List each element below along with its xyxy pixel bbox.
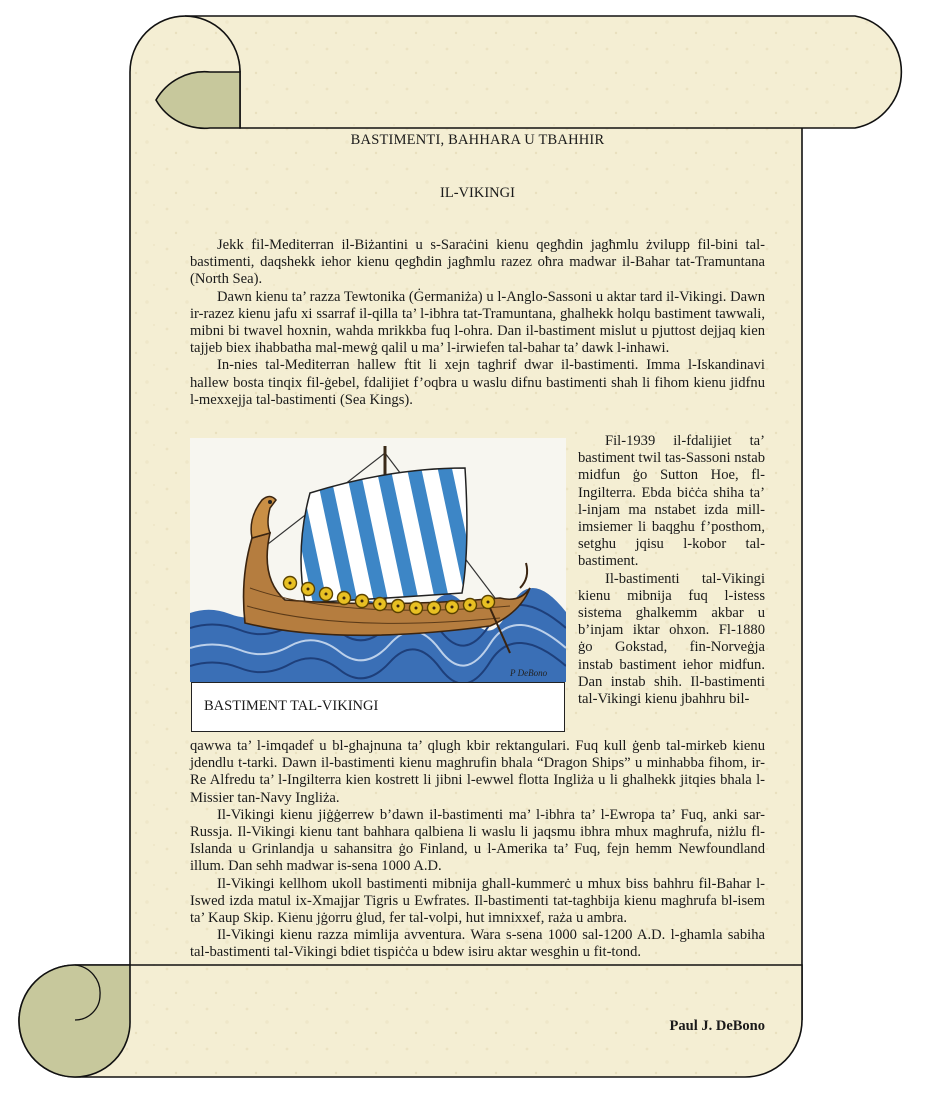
document-title: BASTIMENTI, BAHHARA U TBAHHIR <box>350 132 605 148</box>
paragraph-continued: qawwa ta’ l-imqadef u bl-ghajnuna ta’ qlugh kbir rektangulari. Fuq kull ġenb tal-mirkeb kienu jdendlu t-tarki. Dawn il-bastimenti kienu maghrufin bhala “Dragon Ships” u minhabba fihom, ir-Re Alfredu ta’ l-Ingilterra kien kostrett li jibni l-ewwel flotta Ingliża u li ghalhekk jitqies bhala l-Missier tan-Navy Ingliża. <box>190 738 765 806</box>
illustration-signature: P DeBono <box>510 668 548 678</box>
closing-text <box>190 738 765 962</box>
viking-ship-illustration <box>190 438 566 682</box>
paragraph: In-nies tal-Mediterran hallew ftit li xejn taghrif dwar il-bastimenti. Imma l-Iskandinavi hallew bosta tinqix fil-ġebel, fdalijiet f’oqbra u waslu difnu bastimenti shah li fihom kienu jidfnu l-mexxejja tal-bastimenti (Sea Kings). <box>190 357 765 408</box>
document-subtitle: IL-VIKINGI <box>440 185 515 201</box>
scroll-top-roll <box>185 16 901 128</box>
paragraph: Fil-1939 il-fdalijiet ta’ bastiment twil tas-Sassoni nstab midfun ġo Sutton Hoe, fl-Ingilterra. Ebda biċċa shiha ta’ l-injam ma nstabet izda mill-imsiemer li baqghu f’posthom, setghu jqisu l-kobor tal-bastiment. <box>578 433 765 570</box>
paragraph: Il-Vikingi kienu jiġġerrew b’dawn il-bastimenti ma’ l-ibhra ta’ l-Ewropa ta’ Fuq, anki sar-Russja. Il-Vikingi kienu tant bahhara qalbiena li waslu li jaqsmu ibhra mhux maghrufa, niżlu fl-Islanda u Grinlandja u sahansitra ġo Finland, u l-Amerika ta’ Fuq, fejn hemm Newfoundland illum. Dan sehh madwar is-sena 1000 A.D. <box>190 806 765 875</box>
figure-caption: BASTIMENT TAL-VIKINGI <box>204 698 379 714</box>
paragraph: Il-Vikingi kellhom ukoll bastimenti mibnija ghall-kummerċ u mhux biss bahhru fil-Bahar l-Iswed izda matul ix-Xmajjar Tigris u Ewfrates. Il-bastimenti tat-taghbija kienu maghrufa bl-isem ta’ Kaup Skip. Kienu jġorru ġlud, fer tal-volpi, hut imnixxef, raża u ambra. <box>190 875 765 927</box>
paragraph: Jekk fil-Mediterran il-Biżantini u s-Saraċini kienu qegħdin jagħmlu żvilupp fil-bini tal-bastimenti, daqshekk iehor kienu qegħdin jagħmlu razez oħra madwar il-Bahar tat-Tramuntana (North Sea). <box>190 237 765 288</box>
side-text <box>578 433 765 708</box>
paragraph: Il-bastimenti tal-Vikingi kienu mibnija fuq l-istess sistema ghalkemm akbar u b’injam iktar ohxon. Fl-1880 ġo Gokstad, fin-Norveġja instab bastiment iehor midfun. Dan instab shih. Il-bastimenti tal-Vikingi kienu jbahhru bil- <box>578 570 765 708</box>
paragraph: Dawn kienu ta’ razza Tewtonika (Ġermaniża) u l-Anglo-Sassoni u aktar tard il-Vikingi. Dawn ir-razez kienu jafu xi ssarraf il-qilla ta’ l-ibhra tat-Tramuntana, ghalhekk holqu bastiment tawwali, mibni bi twavel hoxnin, wahda mrikkba fuq l-ohra. Dan il-bastiment mislut u pjuttost dejjaq kien tajjeb biex ihabbatha mal-mewġ qalil u ma’ l-irwiefen tal-bahar ta’ dawk l-inhawi. <box>190 288 765 357</box>
author-name: Paul J. DeBono <box>669 1018 765 1034</box>
figure-caption-box <box>191 682 565 732</box>
paragraph: Il-Vikingi kienu razza mimlija avventura. Wara s-sena 1000 sal-1200 A.D. l-ghamla sabiha tal-bastimenti tal-Vikingi bdiet tispiċċa u bdew isiru aktar wesghin u fit-tond. <box>190 927 765 961</box>
intro-text <box>190 237 765 409</box>
